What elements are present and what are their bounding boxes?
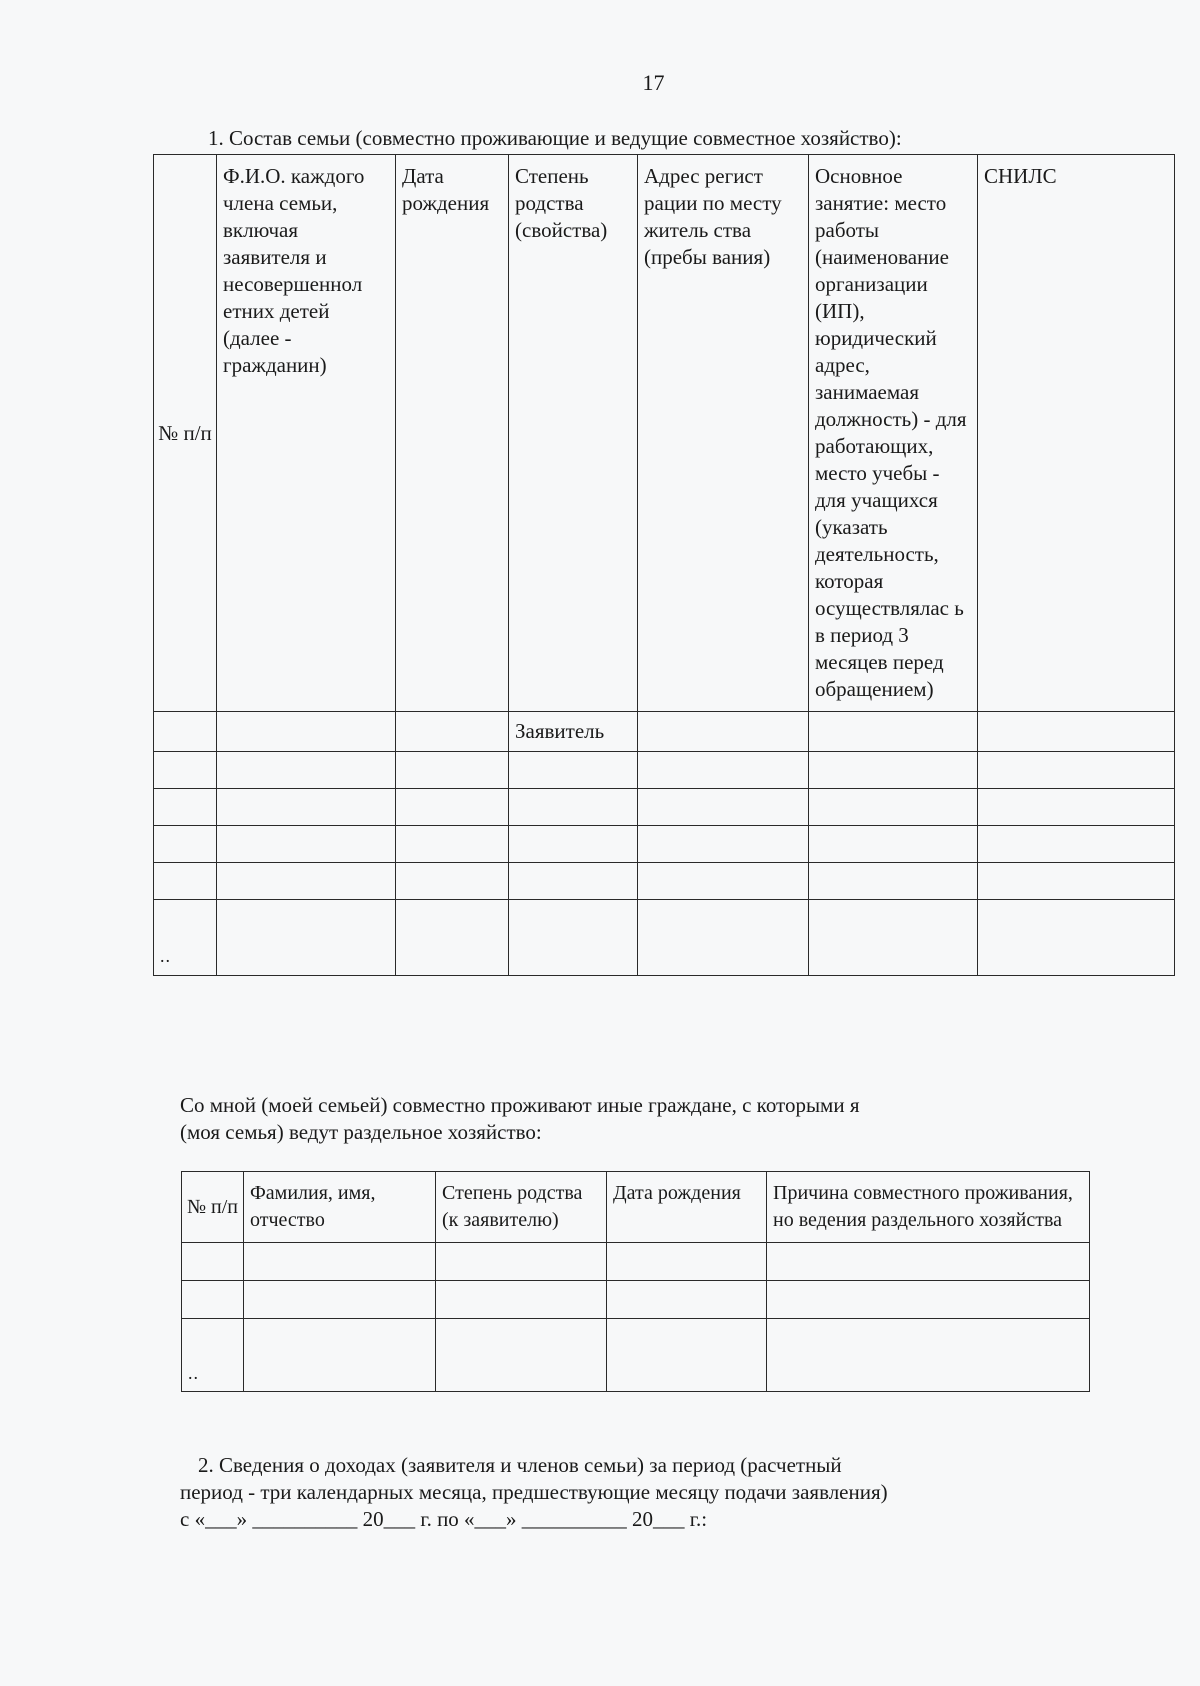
header-birth-date: Дата рождения xyxy=(607,1172,767,1243)
cell[interactable] xyxy=(154,826,217,863)
header-name: Фамилия, имя, отчество xyxy=(244,1172,436,1243)
cell[interactable] xyxy=(436,1319,607,1392)
row-continuation-marker: .. xyxy=(188,1363,199,1383)
cell[interactable] xyxy=(154,863,217,900)
cell[interactable] xyxy=(217,863,396,900)
header-birth-date: Дата рождения xyxy=(396,155,509,712)
income-line: 2. Сведения о доходах (заявителя и членов семьи) за период (расчетный xyxy=(198,1453,842,1477)
cell[interactable] xyxy=(217,712,396,752)
cell[interactable] xyxy=(396,900,509,976)
other-residents-table xyxy=(181,1171,1090,1392)
cell[interactable] xyxy=(396,789,509,826)
cell[interactable] xyxy=(244,1243,436,1281)
cell[interactable] xyxy=(436,1243,607,1281)
cell[interactable] xyxy=(509,752,638,789)
cell[interactable] xyxy=(978,752,1175,789)
table-row xyxy=(182,1319,1090,1392)
cell[interactable] xyxy=(978,789,1175,826)
header-fio: Ф.И.О. каждого члена семьи, включая заявителя и несовершеннол етних детей (далее - гражданин) xyxy=(217,155,396,712)
cell[interactable] xyxy=(244,1319,436,1392)
intro-line: (моя семья) ведут раздельное хозяйство: xyxy=(180,1120,542,1144)
cell[interactable] xyxy=(396,752,509,789)
section1-title: 1. Состав семьи (совместно проживающие и ведущие совместное хозяйство): xyxy=(208,126,902,150)
intro-line: Со мной (моей семьей) совместно проживают иные граждане, с которыми я xyxy=(180,1093,860,1117)
cell[interactable] xyxy=(809,712,978,752)
cell[interactable] xyxy=(509,900,638,976)
cell[interactable] xyxy=(978,826,1175,863)
cell[interactable] xyxy=(978,863,1175,900)
income-section xyxy=(180,1452,888,1533)
table-row xyxy=(154,826,1175,863)
cell[interactable] xyxy=(767,1319,1090,1392)
cell[interactable] xyxy=(154,712,217,752)
family-composition-table xyxy=(153,154,1175,976)
cell[interactable] xyxy=(182,1281,244,1319)
cell[interactable] xyxy=(154,752,217,789)
cell[interactable] xyxy=(154,900,217,976)
table-row xyxy=(182,1281,1090,1319)
applicant-label: Заявитель xyxy=(509,712,638,752)
income-period-line: с «___» __________ 20___ г. по «___» __________ 20___ г.: xyxy=(180,1507,708,1531)
cell[interactable] xyxy=(607,1281,767,1319)
table-row xyxy=(154,752,1175,789)
cell[interactable] xyxy=(217,900,396,976)
cell[interactable] xyxy=(809,789,978,826)
cell[interactable] xyxy=(809,826,978,863)
header-relation: Степень родства (свойства) xyxy=(509,155,638,712)
cell[interactable] xyxy=(638,752,809,789)
cell[interactable] xyxy=(638,789,809,826)
cell[interactable] xyxy=(809,863,978,900)
cell[interactable] xyxy=(217,789,396,826)
cell[interactable] xyxy=(396,863,509,900)
cell[interactable] xyxy=(244,1281,436,1319)
cell[interactable] xyxy=(809,900,978,976)
cell[interactable] xyxy=(978,712,1175,752)
cell[interactable] xyxy=(638,826,809,863)
cell[interactable] xyxy=(978,900,1175,976)
header-reason: Причина совместного проживания, но ведения раздельного хозяйства xyxy=(767,1172,1090,1243)
income-line: период - три календарных месяца, предшествующие месяцу подачи заявления) xyxy=(180,1480,888,1504)
cell[interactable] xyxy=(182,1319,244,1392)
cell[interactable] xyxy=(509,789,638,826)
header-num: № п/п xyxy=(182,1172,244,1243)
header-address: Адрес регист рации по месту житель ства (пребы вания) xyxy=(638,155,809,712)
table-row xyxy=(154,900,1175,976)
cell[interactable] xyxy=(638,712,809,752)
header-snils: СНИЛС xyxy=(978,155,1175,712)
header-occupation: Основное занятие: место работы (наименование организации (ИП), юридический адрес, занимаемая должность) - для работающих, место учебы - для учащихся (указать деятельность, которая осуществлялас ь в период 3 месяцев перед обращением) xyxy=(809,155,978,712)
table-header-row xyxy=(182,1172,1090,1243)
cell[interactable] xyxy=(607,1319,767,1392)
page-number: 17 xyxy=(642,70,665,95)
row-continuation-marker: .. xyxy=(160,946,171,966)
cell[interactable] xyxy=(436,1281,607,1319)
cell[interactable] xyxy=(638,863,809,900)
cell[interactable] xyxy=(809,752,978,789)
table-row xyxy=(182,1243,1090,1281)
table-row xyxy=(154,712,1175,752)
cell[interactable] xyxy=(217,826,396,863)
cell[interactable] xyxy=(767,1243,1090,1281)
cell[interactable] xyxy=(396,712,509,752)
cell[interactable] xyxy=(638,900,809,976)
cell[interactable] xyxy=(509,826,638,863)
cell[interactable] xyxy=(396,826,509,863)
cell[interactable] xyxy=(217,752,396,789)
other-residents-intro xyxy=(180,1092,860,1146)
cell[interactable] xyxy=(154,789,217,826)
cell[interactable] xyxy=(767,1281,1090,1319)
cell[interactable] xyxy=(182,1243,244,1281)
cell[interactable] xyxy=(607,1243,767,1281)
cell[interactable] xyxy=(509,863,638,900)
table-row xyxy=(154,863,1175,900)
header-relation: Степень родства (к заявителю) xyxy=(436,1172,607,1243)
table-header-row xyxy=(154,155,1175,712)
table-row xyxy=(154,789,1175,826)
header-num: № п/п xyxy=(154,155,217,712)
